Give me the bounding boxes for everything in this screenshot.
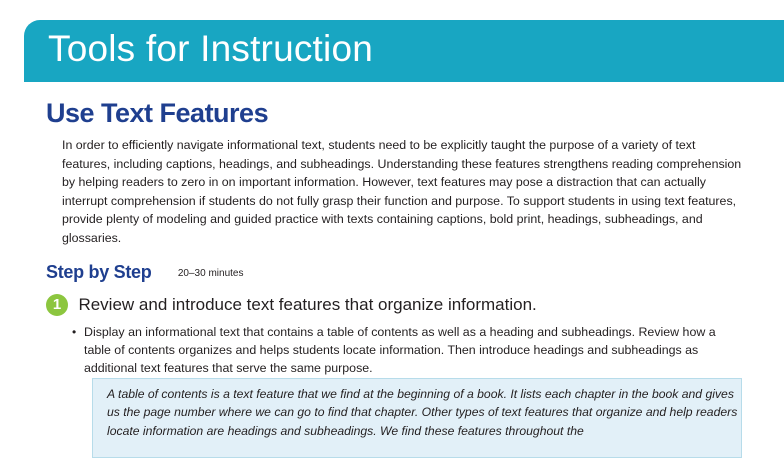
step-by-step-header — [46, 262, 243, 283]
step-duration: 20–30 minutes — [177, 268, 244, 279]
page-title: Tools for Instruction — [48, 28, 374, 69]
step-1-bullet — [72, 323, 742, 378]
step-by-step-title: Step by Step — [46, 262, 152, 282]
intro-paragraph: In order to efficiently navigate informational text, students need to be explicitly taught the purpose of a variety of text features, including captions, headings, and subheadings. Understanding these features strengthens reading comprehension by helping readers to zero in on important information. However, text features may pose a distraction that can actually interrupt comprehension if students do not fully grasp their function and purpose. To support students in using text features, provide plenty of modeling and guided practice with texts containing captions, bold print, headings, subheadings, and glossaries. — [62, 138, 742, 245]
bullet-icon: • — [72, 325, 77, 339]
step-1-bullet-text: Display an informational text that contains a table of contents as well as a heading and subheadings. Review how a table of contents organizes and helps students locate information. Then introduce headings and subheadings as additional text features that serve the same purpose. — [84, 325, 716, 376]
step-1-heading — [46, 294, 537, 316]
section-title: Use Text Features — [46, 98, 269, 128]
step-number-badge: 1 — [46, 294, 68, 316]
header-banner — [24, 20, 784, 82]
teacher-script-callout — [92, 378, 742, 458]
step-1-title: Review and introduce text features that organize information. — [78, 295, 537, 314]
callout-text: A table of contents is a text feature that we find at the beginning of a book. It lists each chapter in the book and gives us the page number where we can go to find that chapter. Other types of text features that organize and help readers locate information are headings and subheadings. We find these features throughout the — [107, 387, 738, 438]
